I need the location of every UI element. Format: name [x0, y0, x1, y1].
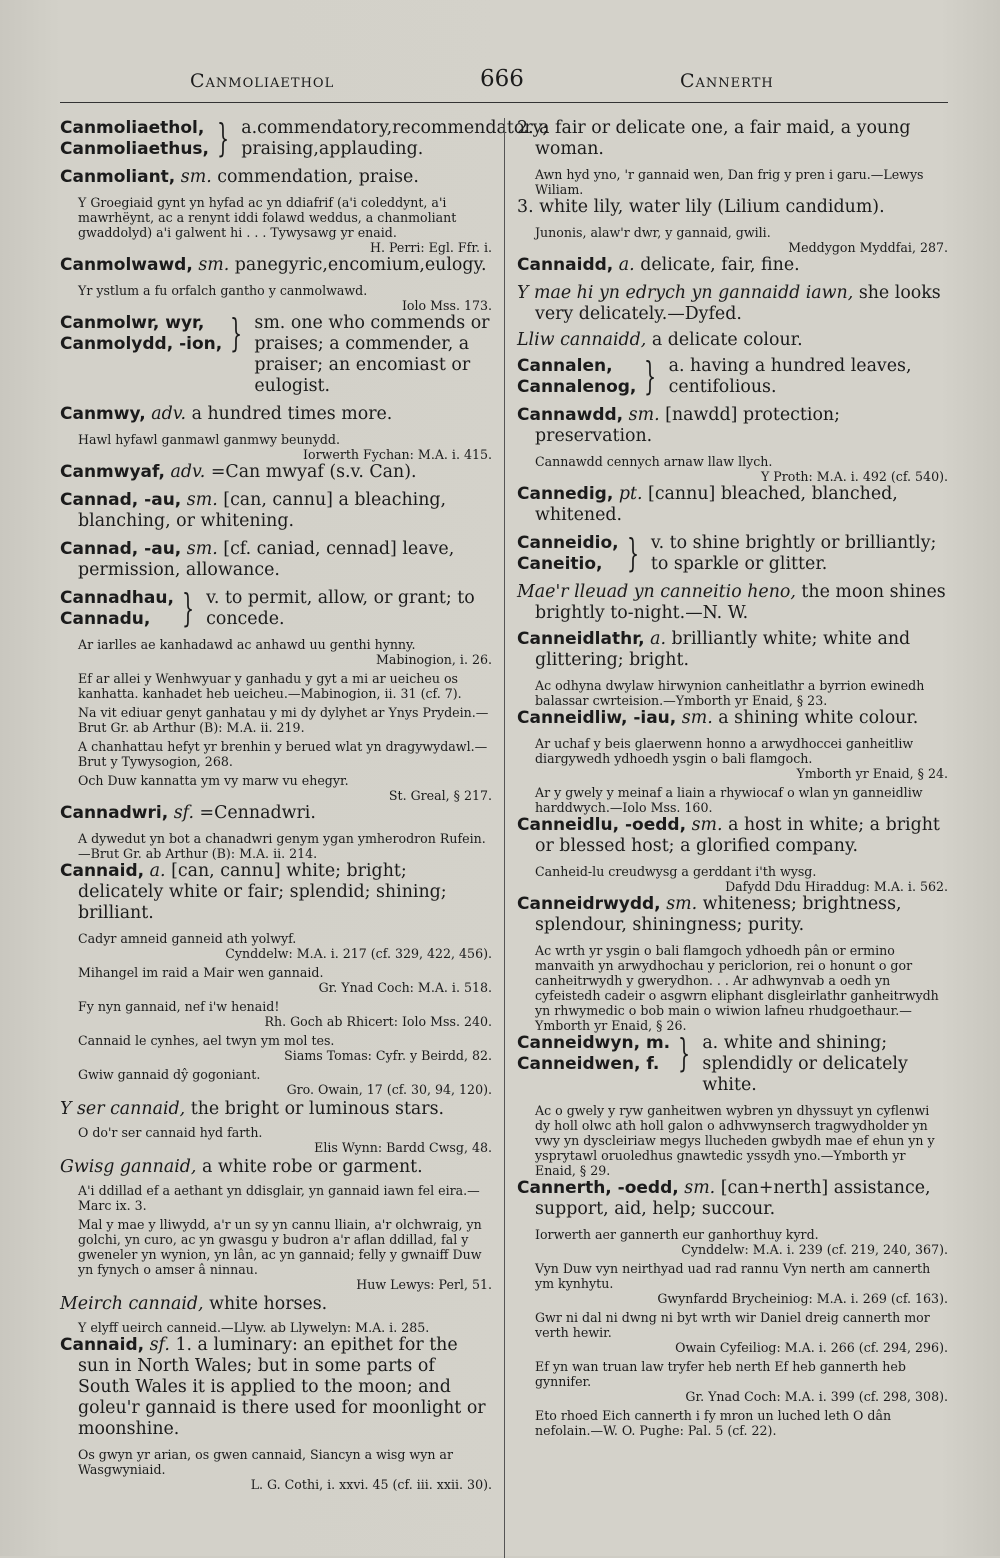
entry-headword: Canneidlathr, [517, 629, 645, 649]
citation-text: Na vit ediuar genyt ganhatau y mi dy dylyhet ar Ynys Prydein.—Brut Gr. ab Arthur (B): M.A. ii. 219. [78, 705, 489, 735]
part-of-speech: sf. [173, 803, 194, 823]
citation-quote [78, 432, 492, 462]
right-column [504, 118, 948, 1558]
entry-headword: Canmwy, [60, 404, 146, 424]
entry-headword: Cannerth, -oedd, [517, 1178, 679, 1198]
entry-headword: Canneidwen, f. [517, 1054, 660, 1074]
entry-definition: a. having a hundred leaves, centifolious. [668, 356, 912, 397]
entry-definition: sm. one who commends or praises; a commender, a praiser; an encomiast or eulogist. [254, 313, 490, 396]
entry-headword: Cannadhau, [60, 588, 174, 608]
citation-quote [535, 785, 948, 815]
entry-headword: Canneidlu, -oedd, [517, 815, 687, 835]
citation-text: Fy nyn gannaid, nef i'w henaid! [78, 999, 280, 1014]
bracketed-headwords [517, 533, 619, 575]
citation-source: Owain Cyfeiliog: M.A. i. 266 (cf. 294, 296). [675, 1340, 948, 1355]
entry-definition: commendation, praise. [217, 167, 419, 187]
entry-headword: Cannedig, [517, 484, 614, 504]
part-of-speech: sm. [681, 708, 713, 728]
citation-source: Meddygon Myddfai, 287. [788, 240, 948, 255]
header-rule [60, 102, 948, 103]
entry-headword: Canneidrwydd, [517, 894, 661, 914]
part-of-speech: adv. [170, 462, 206, 482]
citation-source: Gwynfardd Brycheiniog: M.A. i. 269 (cf. 163). [657, 1291, 948, 1306]
left-column [60, 116, 549, 1558]
citation-text: Canheid-lu creudwysg a gerddant i'th wysg. [535, 864, 817, 879]
entry-definition: a shining white colour. [718, 708, 919, 728]
bracketed-entry [60, 313, 492, 397]
entry-definition: a hundred times more. [191, 404, 393, 424]
citation-source: Cynddelw: M.A. i. 217 (cf. 329, 422, 456). [225, 946, 492, 961]
citation-quote [78, 283, 492, 313]
part-of-speech: pt. [618, 484, 643, 504]
entry-definition: a host in white; a bright or blessed host; a glorified company. [535, 815, 940, 856]
bracketed-entry [60, 588, 492, 630]
entry-headword: Cannadwri, [60, 803, 169, 823]
dictionary-entry [517, 255, 948, 276]
citation-source: Rh. Goch ab Rhicert: Iolo Mss. 240. [264, 1014, 492, 1029]
dictionary-entry [517, 405, 948, 447]
citation-source: Mabinogion, i. 26. [375, 652, 492, 667]
phrase-gloss: the moon shines brightly to-night.—N. W. [535, 582, 946, 623]
entry-headword: Canmolydd, -ion, [60, 334, 223, 354]
citation-quote [78, 999, 492, 1029]
entry-headword: Canmoliaethol, [60, 118, 205, 138]
citation-text: Gwr ni dal ni dwng ni byt wrth wir Daniel dreig cannerth mor verth hewir. [535, 1310, 930, 1340]
citation-text: A dywedut yn bot a chanadwri genym ygan ymherodron Rufein.—Brut Gr. ab Arthur (B): M.A. ii. 214. [78, 831, 486, 861]
citation-text: Ac odhyna dwylaw hirwynion canheitlathr a byrrion ewinedh balassar cwrteision.—Ymborth yr Enaid, § 23. [535, 678, 925, 708]
part-of-speech: sm. [691, 815, 723, 835]
phrase-example [517, 283, 948, 325]
citation-quote [535, 1261, 948, 1306]
phrase-example [60, 1157, 492, 1178]
part-of-speech: sm. [666, 894, 698, 914]
citation-source: Elis Wynn: Bardd Cwsg, 48. [314, 1140, 492, 1155]
entry-headword: Cannad, -au, [60, 490, 182, 510]
dictionary-entry [60, 1335, 492, 1440]
phrase-welsh: Y mae hi yn edrych yn gannaidd iawn, [517, 283, 854, 303]
citation-quote [78, 705, 492, 735]
phrase-welsh: Lliw cannaidd, [517, 330, 647, 350]
bracketed-headwords [60, 588, 174, 630]
citation-text: Ac wrth yr ysgin o bali flamgoch ydhoedh pân or ermino manvaith yn arwydhochau y periclorion, rei o honunt o gor canheitrwydh y gwerydhon. . . Ar adhwynvab a oedh yn cyfeistedh cadeir o asgwrn eliphant disgleirlathr ganheitrwydh yn rhwymedic o bob main o wiwion lafneu rhudgoethaur.—Ymborth yr Enaid, § 26. [535, 943, 939, 1033]
citation-source: Y Proth: M.A. i. 492 (cf. 540). [760, 469, 948, 484]
sense-definition: 3. white lily, water lily (Lilium candidum). [517, 197, 885, 217]
citation-quote [535, 1227, 948, 1257]
citation-source: Gro. Owain, 17 (cf. 30, 94, 120). [286, 1082, 492, 1097]
citation-source: Gr. Ynad Coch: M.A. i. 518. [318, 980, 492, 995]
entry-definition: delicate, fair, fine. [640, 255, 800, 275]
citation-quote [78, 195, 492, 255]
citation-quote [535, 1359, 948, 1404]
citation-text: Mihangel im raid a Mair wen gannaid. [78, 965, 324, 980]
entry-headword: Canmwyaf, [60, 462, 165, 482]
phrase-welsh: Y ser cannaid, [60, 1099, 186, 1119]
citation-text: Ef yn wan truan law tryfer heb nerth Ef heb gannerth heb gynnifer. [535, 1359, 906, 1389]
citation-text: Och Duw kannatta ym vy marw vu ehegyr. [78, 773, 349, 788]
phrase-welsh: Gwisg gannaid, [60, 1157, 197, 1177]
citation-text: Ar uchaf y beis glaerwenn honno a arwydhoccei ganheitliw diargywedh ydhoedh ysgin o bali flamgoch. [535, 736, 914, 766]
citation-text: Awn hyd yno, 'r gannaid wen, Dan frig y pren i garu.—Lewys Wiliam. [535, 167, 924, 197]
citation-source: Ymborth yr Enaid, § 24. [796, 766, 948, 781]
citation-text: Hawl hyfawl ganmawl ganmwy beunydd. [78, 432, 340, 447]
citation-text: Cadyr amneid ganneid ath yolwyf. [78, 931, 297, 946]
citation-text: Y Groegiaid gynt yn hyfad ac yn ddiafrif (a'i coleddynt, a'i mawrhëynt, ac a renynt iddi folawd weddus, a chanmoliant gwaddolyd) a'i galwent hi . . . Tywysawg yr enaid. [78, 195, 457, 240]
citation-text: Ac o gwely y ryw ganheitwen wybren yn dhyssuyt yn cyflenwi dy holl olwc ath holl galon o adhvwynserch tragwydholder yn vwy yn dyscleiriaw megys llucheden gwbydh mae ef ehun yn y ysprytawl oruoledhus gnawtedic yssydh yno.—Ymborth yr Enaid, § 29. [535, 1103, 935, 1178]
bracketed-headwords [517, 356, 636, 398]
citation-quote [78, 1183, 492, 1213]
entry-definition: =Cennadwri. [199, 803, 316, 823]
entry-definition: 1. a luminary: an epithet for the sun in North Wales; but in some parts of South Wales it is applied to the moon; and goleu'r gannaid is there used for moonlight or moonshine. [78, 1335, 486, 1439]
brace-mark: } [181, 586, 195, 630]
phrase-gloss: white horses. [209, 1294, 328, 1314]
entry-definition: v. to shine brightly or brilliantly; to sparkle or glitter. [650, 533, 937, 574]
citation-quote [535, 454, 948, 484]
entry-definition: [can, cannu] a bleaching, blanching, or whitening. [78, 490, 447, 531]
phrase-example [517, 582, 948, 624]
entry-headword: Cannalen, [517, 356, 613, 376]
entry-definition: whiteness; brightness, splendour, shiningness; purity. [535, 894, 902, 935]
entry-headword: Cannaidd, [517, 255, 614, 275]
entry-headword: Cannaid, [60, 861, 145, 881]
citation-source: H. Perri: Egl. Ffr. i. [369, 240, 492, 255]
citation-quote [78, 1033, 492, 1063]
entry-definition: [cannu] bleached, blanched, whitened. [535, 484, 898, 525]
citation-quote [535, 167, 948, 197]
citation-text: Cannaid le cynhes, ael twyn ym mol tes. [78, 1033, 335, 1048]
phrase-gloss: a white robe or garment. [201, 1157, 423, 1177]
part-of-speech: sm. [628, 405, 660, 425]
citation-quote [535, 1103, 948, 1178]
part-of-speech: sm. [684, 1178, 716, 1198]
header-left-catchword: Canmoliaethol [190, 70, 335, 92]
part-of-speech: sf. [149, 1335, 170, 1355]
phrase-gloss: a delicate colour. [651, 330, 803, 350]
entry-headword: Cannaid, [60, 1335, 145, 1355]
part-of-speech: sm. [198, 255, 230, 275]
phrase-gloss: the bright or luminous stars. [190, 1099, 445, 1119]
entry-definition: brilliantly white; white and glittering; bright. [535, 629, 911, 670]
entry-definition: =Can mwyaf (s.v. Can). [210, 462, 417, 482]
brace-mark: } [644, 354, 657, 398]
citation-quote [78, 739, 492, 769]
bracketed-entry [517, 356, 948, 398]
dictionary-entry [60, 490, 492, 532]
dictionary-entry [60, 803, 492, 824]
phrase-example [60, 1099, 492, 1120]
citation-text: Ef ar allei y Wenhwyuar y ganhadu y gyt a mi ar ueicheu os kanhatta. kanhadet heb ueicheu.—Mabinogion, ii. 31 (cf. 7). [78, 671, 462, 701]
entry-headword: Caneitio, [517, 554, 603, 574]
citation-quote [535, 225, 948, 255]
citation-text: Vyn Duw vyn neirthyad uad rad rannu Vyn nerth am cannerth ym kynhytu. [535, 1261, 931, 1291]
citation-source: Dafydd Ddu Hiraddug: M.A. i. 562. [725, 879, 948, 894]
dictionary-entry [60, 462, 492, 483]
part-of-speech: adv. [151, 404, 187, 424]
entry-definition: [cf. caniad, cennad] leave, permission, allowance. [78, 539, 455, 580]
citation-quote [78, 1125, 492, 1155]
citation-text: Cannawdd cennych arnaw llaw llych. [535, 454, 773, 469]
citation-text: Iorwerth aer gannerth eur ganhorthuy kyrd. [535, 1227, 819, 1242]
entry-headword: Canmolwawd, [60, 255, 193, 275]
citation-source: Cynddelw: M.A. i. 239 (cf. 219, 240, 367). [681, 1242, 948, 1257]
page-number: 666 [480, 66, 524, 92]
citation-quote [535, 943, 948, 1033]
dictionary-entry [60, 404, 492, 425]
entry-headword: Canmoliaethus, [60, 139, 210, 159]
phrase-example [60, 1294, 492, 1315]
bracketed-headwords [517, 1033, 670, 1075]
dictionary-entry [60, 255, 492, 276]
entry-headword: Cannalenog, [517, 377, 637, 397]
citation-text: Ar y gwely y meinaf a liain a rhywiocaf o wlan yn ganneidliw harddwych.—Iolo Mss. 160. [535, 785, 923, 815]
citation-text: Junonis, alaw'r dwr, y gannaid, gwili. [535, 225, 771, 240]
brace-mark: } [230, 311, 243, 355]
part-of-speech: a. [149, 861, 166, 881]
entry-headword: Canmoliant, [60, 167, 176, 187]
entry-definition: [can, cannu] white; bright; delicately white or fair; splendid; shining; brilliant. [78, 861, 447, 923]
citation-quote [78, 773, 492, 803]
citation-text: A chanhattau hefyt yr brenhin y berued wlat yn dragywydawl.—Brut y Tywysogion, 268. [78, 739, 488, 769]
entry-definition: a. white and shining; splendidly or delicately white. [702, 1033, 908, 1095]
citation-quote [78, 965, 492, 995]
dictionary-entry [517, 815, 948, 857]
dictionary-entry [60, 539, 492, 581]
entry-definition: panegyric,encomium,eulogy. [234, 255, 487, 275]
citation-quote [78, 637, 492, 667]
part-of-speech: sm. [186, 539, 218, 559]
citation-quote [535, 1408, 948, 1438]
brace-mark: } [626, 531, 639, 575]
citation-text: Os gwyn yr arian, os gwen cannaid, Siancyn a wisg wyn ar Wasgwyniaid. [78, 1447, 453, 1477]
citation-text: O do'r ser cannaid hyd farth. [78, 1125, 263, 1140]
dictionary-entry [517, 1178, 948, 1220]
bracketed-entry [517, 1033, 948, 1096]
phrase-welsh: Mae'r lleuad yn canneitio heno, [517, 582, 796, 602]
citation-text: Gwiw gannaid dŷ gogoniant. [78, 1067, 261, 1082]
bracketed-entry [517, 533, 948, 575]
part-of-speech: sm. [186, 490, 218, 510]
dictionary-entry [60, 861, 492, 924]
citation-text: A'i ddillad ef a aethant yn ddisglair, yn gannaid iawn fel eira.—Marc ix. 3. [78, 1183, 480, 1213]
citation-quote [78, 1067, 492, 1097]
brace-mark: } [217, 116, 230, 160]
part-of-speech: sm. [180, 167, 212, 187]
citation-quote [535, 864, 948, 894]
citation-quote [535, 1310, 948, 1355]
dictionary-entry [517, 484, 948, 526]
phrase-example [517, 330, 948, 351]
citation-quote [78, 671, 492, 701]
citation-quote [78, 1217, 492, 1292]
citation-text: Y elyff ueirch canneid.—Llyw. ab Llywelyn: M.A. i. 285. [78, 1320, 430, 1335]
header-right-catchword: Cannerth [680, 70, 774, 92]
entry-headword: Canneidliw, -iau, [517, 708, 677, 728]
entry-headword: Canneidwyn, m. [517, 1033, 671, 1053]
entry-headword: Cannawdd, [517, 405, 624, 425]
citation-text: Ar iarlles ae kanhadawd ac anhawd uu genthi hynny. [78, 637, 416, 652]
entry-definition: a.commendatory,recommendatory; praising,applauding. [241, 118, 549, 159]
bracketed-entry [60, 116, 549, 160]
citation-source: Gr. Ynad Coch: M.A. i. 399 (cf. 298, 308). [685, 1389, 948, 1404]
citation-source: St. Greal, § 217. [388, 788, 492, 803]
citation-quote [535, 678, 948, 708]
citation-quote [535, 736, 948, 781]
citation-source: Iolo Mss. 173. [401, 298, 492, 313]
citation-source: Siams Tomas: Cyfr. y Beirdd, 82. [284, 1048, 492, 1063]
citation-quote [78, 1320, 492, 1335]
running-header [60, 60, 948, 104]
entry-definition: [can+nerth] assistance, support, aid, help; succour. [535, 1178, 931, 1219]
entry-headword: Cannad, -au, [60, 539, 182, 559]
dictionary-entry [517, 629, 948, 671]
part-of-speech: a. [650, 629, 666, 649]
citation-text: Mal y mae y lliwydd, a'r un sy yn cannu lliain, a'r olchwraig, yn golchi, yn curo, ac yn gwasgu y budron a'r aflan ddillad, fal y gweneler yn wynion, yn lân, ac yn gannaid; felly y gwnaiff Duw yn fynych o amser â ninnau. [78, 1217, 482, 1277]
part-of-speech: a. [618, 255, 635, 275]
dictionary-entry [517, 894, 948, 936]
sense-definition: 2. a fair or delicate one, a fair maid, a young woman. [517, 118, 911, 159]
citation-quote [78, 1447, 492, 1492]
phrase-welsh: Meirch cannaid, [60, 1294, 204, 1314]
citation-source: L. G. Cothi, i. xxvi. 45 (cf. iii. xxii. 30). [250, 1477, 492, 1492]
dictionary-entry [60, 167, 492, 188]
dictionary-entry [517, 708, 948, 729]
entry-definition: [nawdd] protection; preservation. [535, 405, 840, 446]
entry-definition: v. to permit, allow, or grant; to concede. [206, 588, 475, 629]
entry-headword: Cannadu, [60, 609, 151, 629]
phrase-gloss: she looks very delicately.—Dyfed. [535, 283, 941, 324]
entry-headword: Canneidio, [517, 533, 619, 553]
citation-source: Huw Lewys: Perl, 51. [356, 1277, 492, 1292]
brace-mark: } [678, 1031, 691, 1075]
citation-text: Eto rhoed Eich cannerth i fy mron un luched leth O dân nefolain.—W. O. Pughe: Pal. 5 (cf. 22). [535, 1408, 892, 1438]
citation-text: Yr ystlum a fu orfalch gantho y canmolwawd. [78, 283, 368, 298]
citation-quote [78, 831, 492, 861]
bracketed-headwords [60, 313, 222, 355]
citation-quote [78, 931, 492, 961]
entry-headword: Canmolwr, wyr, [60, 313, 205, 333]
citation-source: Iorwerth Fychan: M.A. i. 415. [303, 447, 492, 462]
bracketed-headwords [60, 118, 209, 160]
